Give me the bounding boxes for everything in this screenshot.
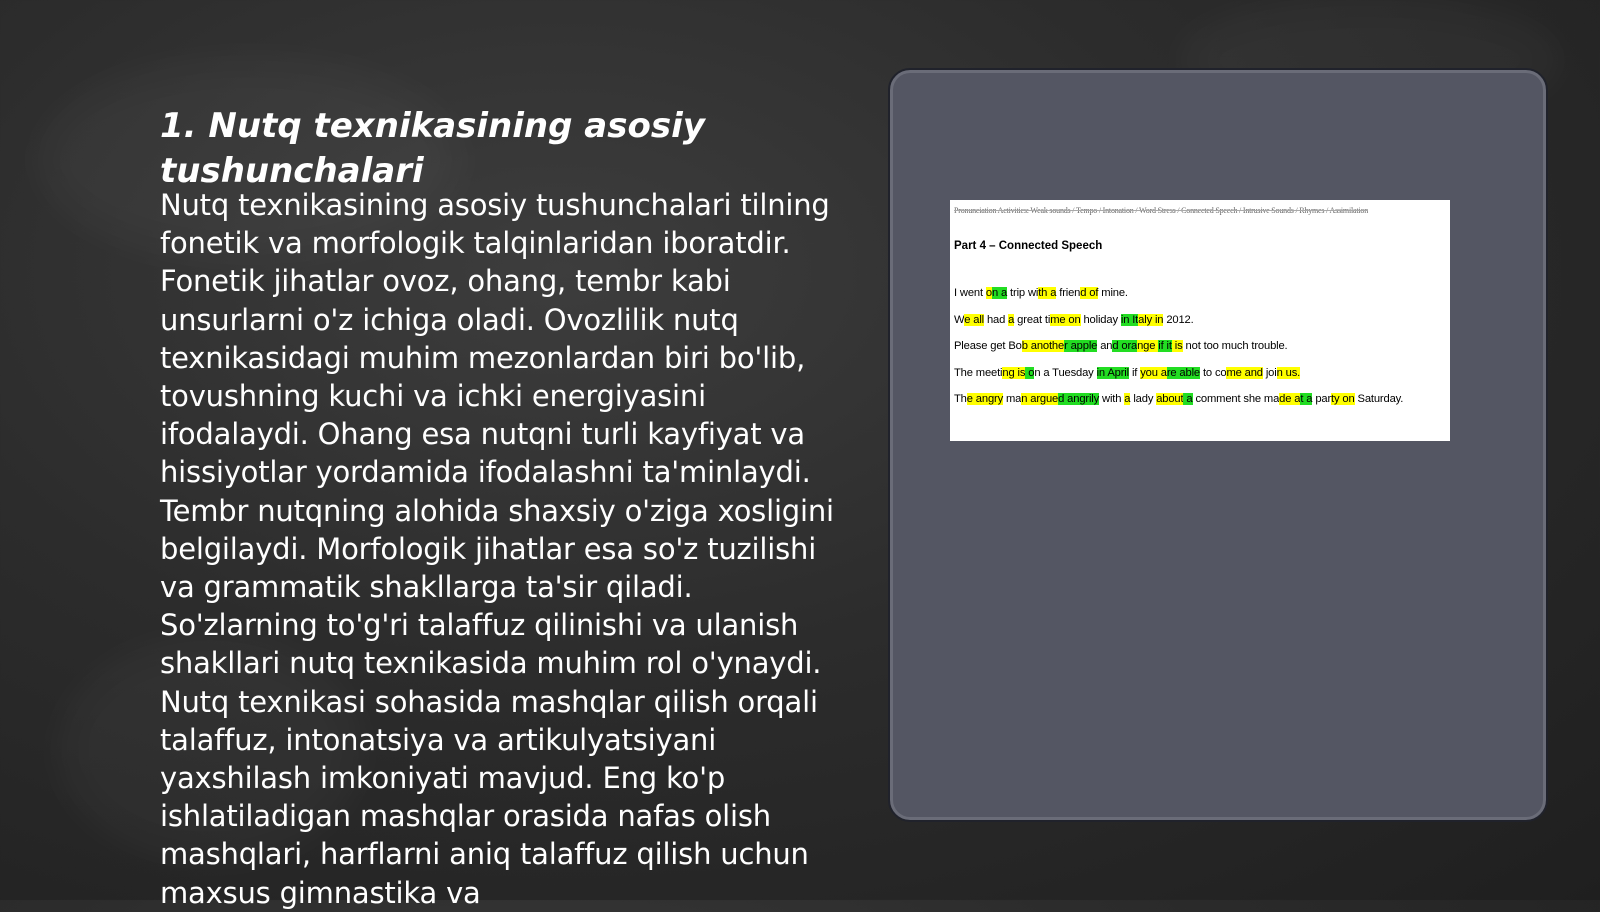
highlighted-segment: n us. bbox=[1276, 366, 1301, 379]
document-image bbox=[950, 200, 1450, 441]
sentence-line bbox=[954, 333, 1446, 360]
highlighted-segment: d angrily bbox=[1058, 393, 1100, 406]
text-segment: if bbox=[1128, 366, 1141, 379]
text-segment: Saturday. bbox=[1354, 393, 1404, 406]
highlighted-segment: e angry bbox=[966, 393, 1004, 406]
highlighted-segment: is bbox=[1171, 340, 1183, 353]
text-segment: par bbox=[1312, 393, 1332, 406]
highlighted-segment: in It bbox=[1120, 313, 1139, 326]
text-segment: 2012. bbox=[1163, 313, 1194, 326]
highlighted-segment: t a bbox=[1300, 393, 1313, 406]
text-segment: great ti bbox=[1014, 313, 1051, 326]
highlighted-segment: you a bbox=[1140, 366, 1167, 379]
highlighted-segment: de a bbox=[1279, 393, 1301, 406]
highlighted-segment: about bbox=[1156, 393, 1184, 406]
highlighted-segment: a bbox=[1183, 393, 1193, 406]
highlighted-segment: th a bbox=[1038, 287, 1057, 299]
text-segment: n a Tuesday bbox=[1034, 366, 1097, 379]
highlighted-segment: aly in bbox=[1138, 313, 1164, 326]
text-segment: Th bbox=[954, 393, 967, 406]
slide-body-text: Nutq texnikasining asosiy tushunchalari tilning fonetik va morfologik talqinlaridan iboratdir. Fonetik jihatlar ovoz, ohang, tembr kabi unsurlarni o'z ichiga oladi. Ovozlilik nutq texnikasidagi muhim mezonlardan biri bo'lib, tovushning kuchi va ichki energiyasini ifodalaydi. Ohang esa nutqni turli kayfiyat va hissiyotlar yordamida ifodalashni ta'minlaydi. Tembr nutqning alohida shaxsiy o'ziga xosligini belgilaydi. Morfologik jihatlar esa so'z tuzilishi va grammatik shakllarga ta'sir qiladi. So'zlarning to'g'ri talaffuz qilinishi va ulanish shakllari nutq texnikasida muhim rol o'ynaydi. Nutq texnikasi sohasida mashqlar qilish orqali talaffuz, intonatsiya va artikulyatsiyani yaxshilash imkoniyati mavjud. Eng ko'p ishlatiladigan mashqlar orasida nafas olish mashqlari, harflarni aniq talaffuz qilish uchun maxsus gimnastika va bbox=[160, 188, 834, 910]
highlighted-segment: n a bbox=[991, 287, 1008, 299]
image-frame bbox=[888, 68, 1548, 822]
sentence-line bbox=[954, 360, 1446, 387]
highlighted-segment: re able bbox=[1166, 366, 1200, 379]
highlighted-segment: e all bbox=[964, 313, 984, 326]
highlighted-segment: me on bbox=[1050, 313, 1081, 326]
text-segment: ma bbox=[1003, 393, 1022, 406]
highlighted-segment: d ora bbox=[1112, 340, 1138, 353]
highlighted-segment: ng is bbox=[1002, 366, 1026, 379]
document-sentences bbox=[954, 280, 1446, 413]
text-segment: The meeti bbox=[954, 366, 1003, 379]
text-segment: mine. bbox=[1098, 287, 1128, 299]
highlighted-segment: b anothe bbox=[1021, 340, 1065, 353]
sentence-line bbox=[954, 307, 1446, 334]
text-segment: an bbox=[1097, 340, 1113, 353]
highlighted-segment: n argue bbox=[1021, 393, 1059, 406]
document-header: Pronunciation Activities: Weak sounds / Tempo / Intonation / Word Stress / Connected Speech / Intrusive Sounds / Rhymes / Assimilation bbox=[954, 206, 1368, 215]
highlighted-segment: o bbox=[1025, 366, 1035, 379]
text-segment: had bbox=[984, 313, 1009, 326]
sentence-line bbox=[954, 280, 1446, 307]
highlighted-segment: r apple bbox=[1064, 340, 1098, 353]
text-segment: I went bbox=[954, 287, 986, 299]
text-segment: trip wi bbox=[1007, 287, 1039, 299]
highlighted-segment: me and bbox=[1226, 366, 1263, 379]
highlighted-segment: ty on bbox=[1331, 393, 1355, 406]
text-segment: to co bbox=[1200, 366, 1227, 379]
highlighted-segment: o bbox=[985, 287, 992, 299]
text-segment: holiday bbox=[1080, 313, 1121, 326]
text-segment: lady bbox=[1130, 393, 1157, 406]
text-segment: frien bbox=[1056, 287, 1081, 299]
highlighted-segment: in April bbox=[1096, 366, 1129, 379]
sentence-line bbox=[954, 386, 1446, 413]
highlighted-segment: a bbox=[1008, 313, 1015, 326]
text-segment: joi bbox=[1262, 366, 1277, 379]
highlighted-segment: nge bbox=[1137, 340, 1159, 353]
text-segment: W bbox=[954, 313, 965, 326]
highlighted-segment: if it bbox=[1158, 340, 1172, 353]
text-segment: comment she ma bbox=[1192, 393, 1280, 406]
text-segment: not too much trouble. bbox=[1182, 340, 1288, 353]
text-segment: Please get Bo bbox=[954, 340, 1022, 353]
slide-title: 1. Nutq texnikasining asosiy tushunchalari bbox=[160, 106, 705, 191]
highlighted-segment: d of bbox=[1080, 287, 1099, 299]
document-title: Part 4 – Connected Speech bbox=[954, 240, 1103, 252]
highlighted-segment: a bbox=[1124, 393, 1131, 406]
text-segment: with bbox=[1099, 393, 1125, 406]
